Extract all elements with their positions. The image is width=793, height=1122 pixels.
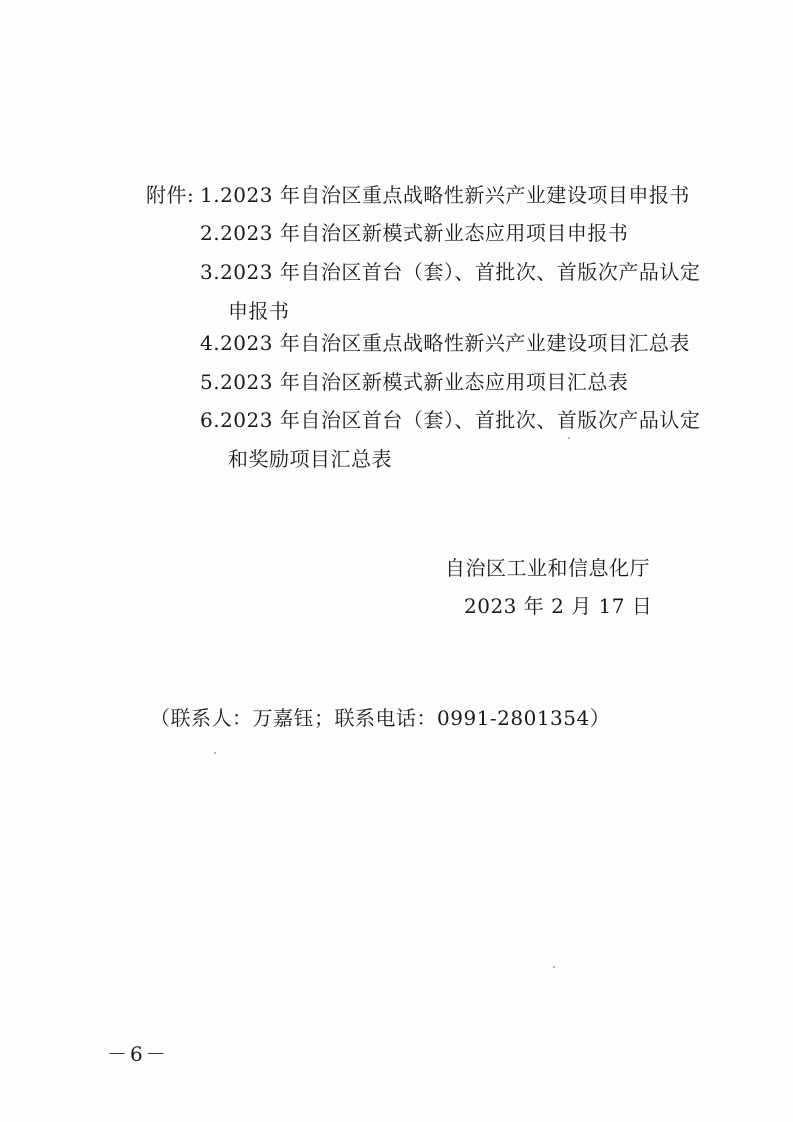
attachment-item-4: 4.2023 年自治区重点战略性新兴产业建设项目汇总表 — [200, 331, 690, 355]
scan-speck — [553, 966, 555, 968]
attachment-item-5: 5.2023 年自治区新模式新业态应用项目汇总表 — [200, 370, 629, 394]
signing-date: 2023 年 2 月 17 日 — [464, 594, 653, 618]
signing-organization: 自治区工业和信息化厅 — [445, 556, 650, 580]
page-number: －6－ — [107, 1042, 169, 1066]
attachment-item-6: 6.2023 年自治区首台（套）、首批次、首版次产品认定 — [200, 408, 701, 432]
scan-speck — [214, 752, 216, 754]
attachment-item-3-continued: 申报书 — [228, 299, 290, 323]
scan-speck — [568, 437, 570, 439]
attachment-item-3: 3.2023 年自治区首台（套）、首批次、首版次产品认定 — [200, 260, 701, 284]
attachment-item-2: 2.2023 年自治区新模式新业态应用项目申报书 — [200, 221, 629, 245]
attachment-item-1: 1.2023 年自治区重点战略性新兴产业建设项目申报书 — [200, 183, 690, 207]
attachment-item-6-continued: 和奖励项目汇总表 — [228, 447, 392, 471]
attachments-label: 附件: — [146, 183, 195, 207]
contact-info: （联系人：万嘉钰；联系电话：0991-2801354） — [150, 706, 611, 730]
